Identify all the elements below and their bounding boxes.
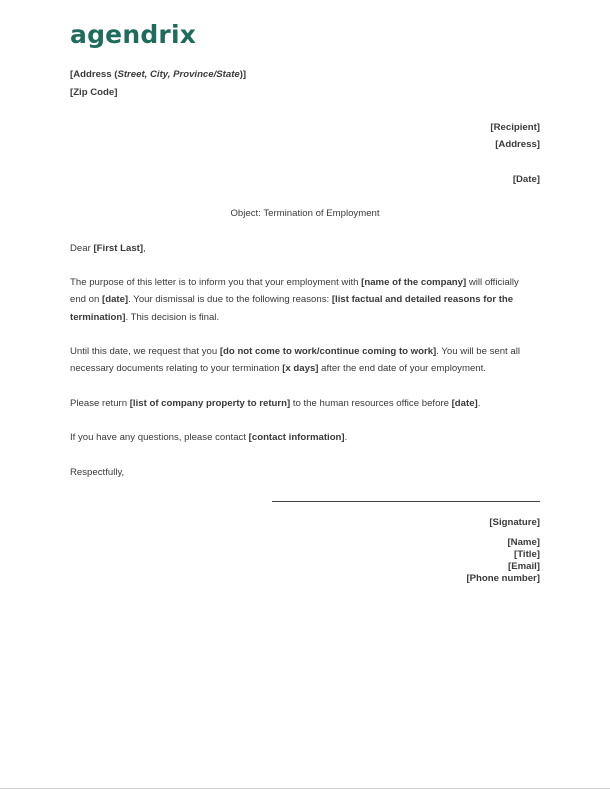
paragraph-4: If you have any questions, please contact [contact information]. — [70, 432, 348, 443]
signature-name: [Name] — [507, 537, 540, 548]
signature-phone: [Phone number] — [466, 573, 540, 584]
page-bottom-edge — [0, 788, 610, 789]
agendrix-logo: agendrix — [70, 20, 197, 49]
paragraph-2-line-2: necessary documents relating to your termination [x days] after the end date of your employment. — [70, 363, 486, 374]
paragraph-1-line-1: The purpose of this letter is to inform you that your employment with [name of the company] will officially — [70, 277, 519, 288]
object-line: Object: Termination of Employment — [230, 208, 380, 219]
sender-zip: [Zip Code] — [70, 87, 118, 98]
signature-title: [Title] — [514, 549, 540, 560]
signature-email: [Email] — [508, 561, 540, 572]
paragraph-3: Please return [list of company property to return] to the human resources office before [date]. — [70, 398, 481, 409]
paragraph-1-line-2: end on [date]. Your dismissal is due to the following reasons: [list factual and detailed reasons for the — [70, 294, 514, 305]
recipient-name: [Recipient] — [490, 122, 540, 133]
closing: Respectfully, — [70, 467, 125, 478]
letter-date: [Date] — [512, 174, 540, 185]
paragraph-1-line-3: termination]. This decision is final. — [70, 312, 220, 323]
greeting: Dear [First Last], — [70, 243, 146, 254]
paragraph-2-line-1: Until this date, we request that you [do not come to work/continue coming to work]. You will be sent all — [70, 346, 520, 357]
signature-label: [Signature] — [489, 517, 540, 528]
signature-line — [272, 501, 540, 502]
recipient-address: [Address] — [495, 139, 540, 150]
sender-address: [Address (Street, City, Province/State)] — [70, 69, 247, 80]
